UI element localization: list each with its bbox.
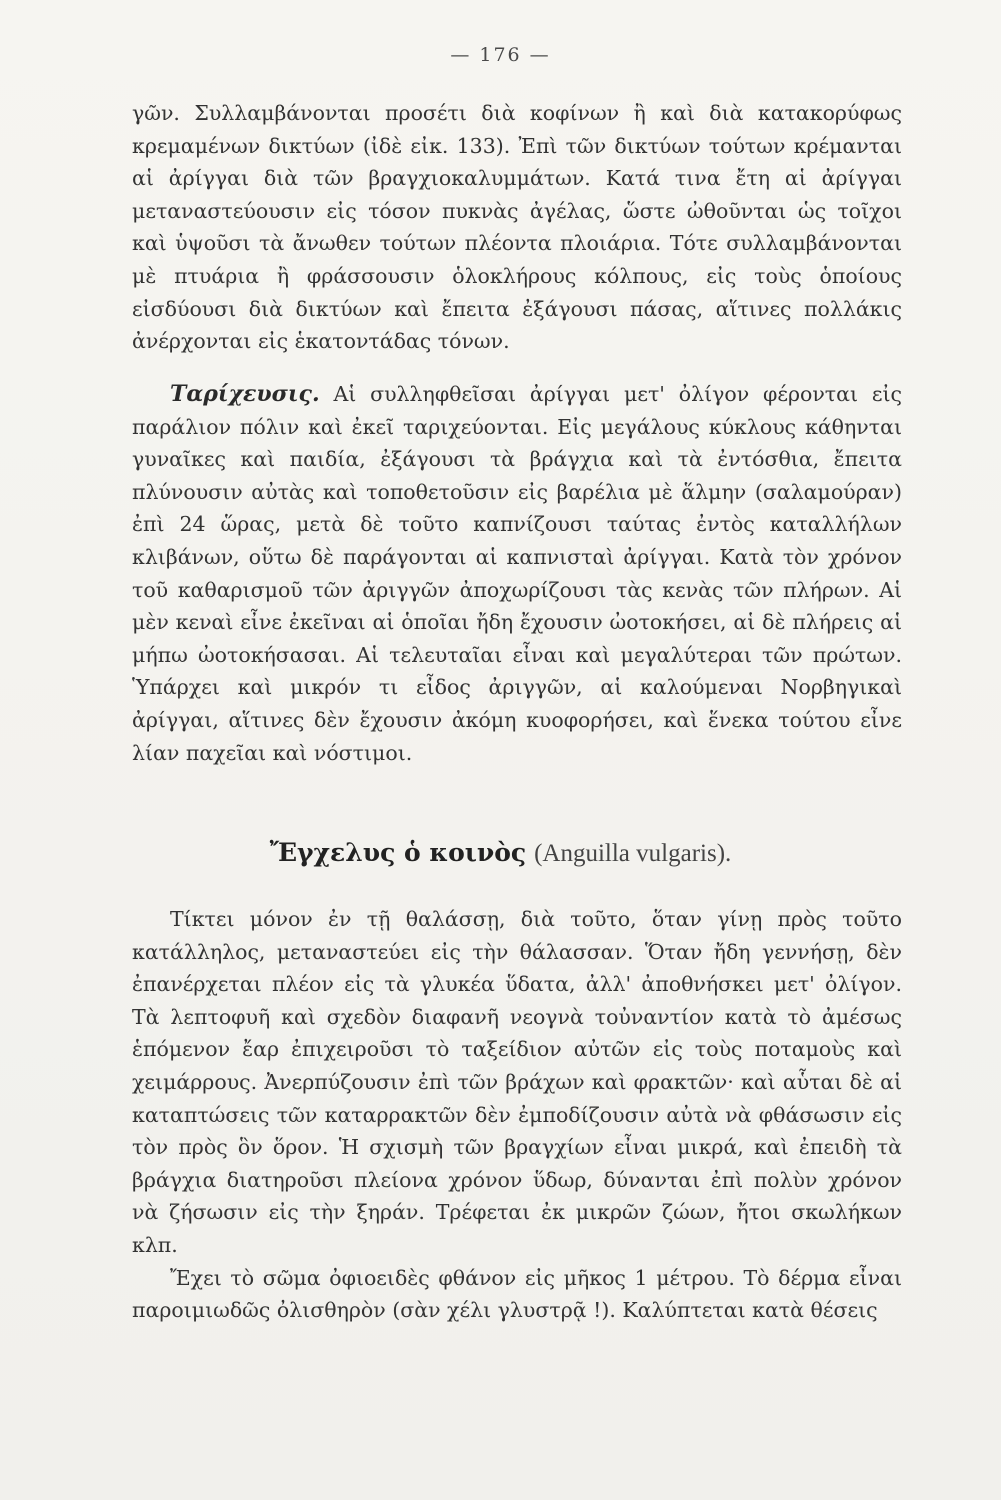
curing-paragraph-block [132, 378, 902, 769]
paragraph-eel-reproduction: Τίκτει μόνον ἐν τῇ θαλάσσῃ, διὰ τοῦτο, ὅταν γίνῃ πρὸς τοῦτο κατάλληλος, μεταναστεύει εἰς τὴν θάλασσαν. Ὅταν ἤδη γεννήσῃ, δὲν ἐπανέρχεται πλέον εἰς τὰ γλυκέα ὕδατα, ἀλλ' ἀποθνήσκει μετ' ὀλίγον. Τὰ λεπτοφυῆ καὶ σχεδὸν διαφανῆ νεογνὰ τοὐναντίον κατὰ τὸ ἀμέσως ἑπόμενον ἔαρ ἐπιχειροῦσι τὸ ταξείδιον αὐτῶν εἰς τοὺς ποταμοὺς καὶ χειμάρρους. Ἀνερπύζουσιν ἐπὶ τῶν βράχων καὶ φρακτῶν· καὶ αὗται δὲ αἱ καταπτώσεις τῶν καταρρακτῶν δὲν ἐμποδίζουσιν αὐτὰ νὰ φθάσωσιν εἰς τὸν πρὸς ὃν ὅρον. Ἡ σχισμὴ τῶν βραγχίων εἶναι μικρά, καὶ ἐπειδὴ τὰ βράγχια διατηροῦσι πλείονα χρόνον ὕδωρ, δύνανται ἐπὶ πολὺν χρόνον νὰ ζήσωσιν εἰς τὴν ξηράν. Τρέφεται ἐκ μικρῶν ζώων, ἤτοι σκωλήκων κλπ. [132, 907, 902, 1257]
heading-latin-name: (Anguilla vulgaris). [534, 840, 732, 867]
eel-paragraph-block [132, 903, 902, 1327]
paragraph-curing-text: Αἱ συλληφθεῖσαι ἀρίγγαι μετ' ὀλίγον φέρονται εἰς παράλιον πόλιν καὶ ἐκεῖ ταριχεύονται. Εἰς μεγάλους κύκλους κάθηνται γυναῖκες καὶ παιδία, ἐξάγουσι τὰ βράγχια καὶ τὰ ἐντόσθια, ἔπειτα πλύνουσιν αὐτὰς καὶ τοποθετοῦσιν εἰς βαρέλια μὲ ἅλμην (σαλαμούραν) ἐπὶ 24 ὥρας, μετὰ δὲ τοῦτο καπνίζουσι ταύτας ἐντὸς καταλλήλων κλιβάνων, οὕτω δὲ παράγονται αἱ καπνισταὶ ἀρίγγαι. Κατὰ τὸν χρόνον τοῦ καθαρισμοῦ τῶν ἀριγγῶν ἀποχωρίζουσι τὰς κενὰς τῶν πλήρων. Αἱ μὲν κεναὶ εἶνε ἐκεῖναι αἱ ὁποῖαι ἤδη ἔχουσιν ὠοτοκήσει, αἱ δὲ πλήρεις αἱ μήπω ὠοτοκήσασαι. Αἱ τελευταῖαι εἶναι καὶ μεγαλύτεραι τῶν πρώτων. Ὑπάρχει καὶ μικρόν τι εἶδος ἀριγγῶν, αἱ καλούμεναι Νορβηγικαὶ ἀρίγγαι, αἵτινες δὲν ἔχουσιν ἀκόμη κυοφορήσει, καὶ ἕνεκα τούτου εἶνε λίαν παχεῖαι καὶ νόστιμοι. [132, 382, 902, 765]
section-heading-eel [0, 838, 1001, 868]
heading-greek-name: Ἔγχελυς ὁ κοινὸς [269, 838, 527, 867]
paragraph-eel-body: Ἔχει τὸ σῶμα ὀφιοειδὲς φθάνον εἰς μῆκος 1 μέτρου. Τὸ δέρμα εἶναι παροιμιωδῶς ὀλισθηρὸν (σὰν χέλι γλυστρᾷ !). Καλύπτεται κατὰ θέσεις [132, 1265, 902, 1323]
paragraph-curing [132, 378, 902, 769]
herring-capture-paragraph-block [132, 97, 902, 358]
paragraph-herring-capture: γῶν. Συλλαμβάνονται προσέτι διὰ κοφίνων ἢ καὶ διὰ κατακορύφως κρεμαμένων δικτύων (ἰδὲ εἰκ. 133). Ἐπὶ τῶν δικτύων τούτων κρέμανται αἱ ἀρίγγαι διὰ τῶν βραγχιοκαλυμμάτων. Κατά τινα ἔτη αἱ ἀρίγγαι μεταναστεύουσιν εἰς τόσον πυκνὰς ἀγέλας, ὥστε ὠθοῦνται ὡς τοῖχοι καὶ ὑψοῦσι τὰ ἄνωθεν τούτων πλέοντα πλοιάρια. Τότε συλλαμβάνονται μὲ πτυάρια ἢ φράσσουσιν ὁλοκλήρους κόλπους, εἰς τοὺς ὁποίους εἰσδύουσι διὰ δικτύων καὶ ἔπειτα ἐξάγουσι πάσας, αἵτινες πολλάκις ἀνέρχονται εἰς ἑκατοντάδας τόνων. [132, 101, 902, 354]
run-in-title-curing: Ταρίχευσις. [170, 381, 320, 407]
page-number: — 176 — [450, 44, 551, 66]
